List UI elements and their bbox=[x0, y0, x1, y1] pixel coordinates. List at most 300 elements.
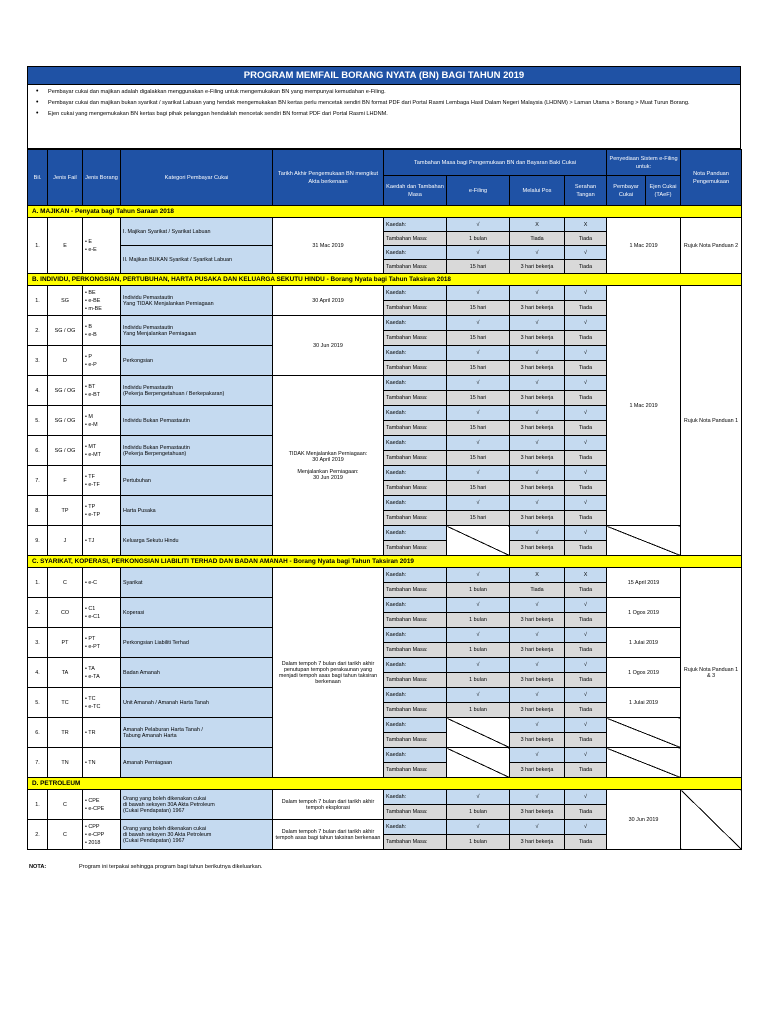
pos-cell: 3 hari bekerja bbox=[510, 301, 565, 316]
borang-item: • e-P bbox=[85, 361, 118, 369]
serahan-cell: Tiada bbox=[565, 421, 607, 436]
kategori-line: Orang yang boleh dikenakan cukai bbox=[123, 795, 207, 802]
row-jenis-borang bbox=[83, 406, 121, 436]
borang-item: • TN bbox=[85, 759, 118, 767]
row-jenis-fail: E bbox=[48, 218, 83, 274]
serahan-cell: √ bbox=[565, 820, 607, 835]
efiling-cell: 1 bulan bbox=[447, 643, 510, 658]
row-kategori: I. Majikan Syarikat / Syarikat Labuan bbox=[121, 218, 273, 246]
serahan-cell: Tiada bbox=[565, 763, 607, 778]
row-bil: 5. bbox=[28, 688, 48, 718]
efiling-cell: 15 hari bbox=[447, 391, 510, 406]
kategori-line: Individu Pemastautin bbox=[123, 324, 174, 331]
efiling-cell: 15 hari bbox=[447, 481, 510, 496]
row-bil: 1. bbox=[28, 790, 48, 820]
borang-item: • e-TC bbox=[85, 703, 118, 711]
efiling-na-cell bbox=[447, 526, 510, 556]
pos-cell: 3 hari bekerja bbox=[510, 451, 565, 466]
kategori-line: Keluarga Sekutu Hindu bbox=[123, 537, 179, 544]
borang-item: • m-BE bbox=[85, 305, 118, 313]
row-kategori bbox=[121, 526, 273, 556]
efiling-cell: 1 bulan bbox=[447, 703, 510, 718]
row-jenis-fail: C bbox=[48, 820, 83, 850]
borang-item: • 2018 bbox=[85, 839, 118, 847]
efiling-cell: √ bbox=[447, 376, 510, 391]
kaedah-label: Kaedah: bbox=[384, 246, 447, 260]
section-c-header: C. SYARIKAT, KOPERASI, PERKONGSIAN LIABILITI TERHAD DAN BADAN AMANAH - Borang Nyata bagi Tahun Taksiran 2019 bbox=[28, 556, 742, 568]
efiling-cell: 1 bulan bbox=[447, 673, 510, 688]
kategori-line: Unit Amanah / Amanah Harta Tanah bbox=[123, 699, 209, 706]
header-tambahan-masa: Tambahan Masa bagi Pengemukaan BN dan Bayaran Baki Cukai bbox=[384, 150, 607, 176]
serahan-cell: √ bbox=[565, 496, 607, 511]
pos-cell: √ bbox=[510, 246, 565, 260]
borang-item: • e-TA bbox=[85, 673, 118, 681]
pos-cell: 3 hari bekerja bbox=[510, 733, 565, 748]
kaedah-label: Kaedah: bbox=[384, 436, 447, 451]
pos-cell: √ bbox=[510, 526, 565, 541]
kategori-line: di bawah seksyen 30 Akta Petroleum bbox=[123, 831, 212, 838]
row-jenis-borang bbox=[83, 526, 121, 556]
sistem-date: 1 Julai 2019 bbox=[607, 688, 681, 718]
footer-nota bbox=[27, 864, 741, 874]
kaedah-label: Kaedah: bbox=[384, 286, 447, 301]
row-jenis-fail: TP bbox=[48, 496, 83, 526]
tarikh-line: TIDAK Menjalankan Perniagaan: bbox=[288, 450, 368, 457]
borang-item: • TA bbox=[85, 665, 118, 673]
tarikh-line: 30 April 2019 bbox=[312, 456, 344, 463]
row-jenis-fail: PT bbox=[48, 628, 83, 658]
row-jenis-borang bbox=[83, 790, 121, 820]
row-kategori bbox=[121, 748, 273, 778]
pos-cell: Tiada bbox=[510, 232, 565, 246]
row-jenis-borang bbox=[83, 286, 121, 316]
header-pembayar: Pembayar Cukai bbox=[607, 176, 646, 206]
kaedah-label: Kaedah: bbox=[384, 568, 447, 583]
serahan-cell: Tiada bbox=[565, 733, 607, 748]
serahan-cell: √ bbox=[565, 598, 607, 613]
tambahan-label: Tambahan Masa: bbox=[384, 301, 447, 316]
kategori-line: Pertubuhan bbox=[123, 477, 151, 484]
borang-item: • e-BT bbox=[85, 391, 118, 399]
kategori-line: Yang Menjalankan Perniagaan bbox=[123, 330, 197, 337]
section-a-header: A. MAJIKAN - Penyata bagi Tahun Saraan 2018 bbox=[28, 206, 742, 218]
efiling-cell: √ bbox=[447, 688, 510, 703]
serahan-cell: √ bbox=[565, 346, 607, 361]
serahan-cell: √ bbox=[565, 790, 607, 805]
serahan-cell: X bbox=[565, 218, 607, 232]
row-bil: 3. bbox=[28, 346, 48, 376]
efiling-cell: √ bbox=[447, 246, 510, 260]
efiling-na-cell bbox=[447, 718, 510, 748]
serahan-cell: √ bbox=[565, 748, 607, 763]
serahan-cell: √ bbox=[565, 718, 607, 733]
row-jenis-borang bbox=[83, 688, 121, 718]
table-row bbox=[28, 218, 742, 232]
row-bil: 7. bbox=[28, 466, 48, 496]
kaedah-label: Kaedah: bbox=[384, 658, 447, 673]
efiling-cell: √ bbox=[447, 316, 510, 331]
efiling-cell: √ bbox=[447, 466, 510, 481]
kaedah-label: Kaedah: bbox=[384, 688, 447, 703]
kategori-line: Individu Pemastautin bbox=[123, 294, 174, 301]
serahan-cell: Tiada bbox=[565, 331, 607, 346]
serahan-cell: Tiada bbox=[565, 391, 607, 406]
row-bil: 5. bbox=[28, 406, 48, 436]
serahan-cell: Tiada bbox=[565, 835, 607, 850]
row-kategori bbox=[121, 346, 273, 376]
row-kategori bbox=[121, 286, 273, 316]
efiling-cell: √ bbox=[447, 658, 510, 673]
tambahan-label: Tambahan Masa: bbox=[384, 511, 447, 526]
pos-cell: √ bbox=[510, 718, 565, 733]
row-jenis-borang bbox=[83, 218, 121, 274]
row-jenis-fail: TC bbox=[48, 688, 83, 718]
table-row bbox=[28, 718, 742, 733]
tarikh-line: 30 Jun 2019 bbox=[313, 474, 343, 481]
efiling-cell: √ bbox=[447, 218, 510, 232]
sistem-date: 1 Ogos 2019 bbox=[607, 658, 681, 688]
section-d-header: D. PETROLEUM bbox=[28, 778, 742, 790]
serahan-cell: Tiada bbox=[565, 703, 607, 718]
row-jenis-fail: F bbox=[48, 466, 83, 496]
kategori-line: Koperasi bbox=[123, 609, 145, 616]
row-jenis-borang bbox=[83, 496, 121, 526]
kategori-line: Perkongsian bbox=[123, 357, 153, 364]
serahan-cell: √ bbox=[565, 316, 607, 331]
nota-key: NOTA: bbox=[29, 864, 47, 870]
pos-cell: 3 hari bekerja bbox=[510, 613, 565, 628]
header-kaedah: Kaedah dan Tambahan Masa bbox=[384, 176, 447, 206]
kaedah-label: Kaedah: bbox=[384, 496, 447, 511]
tambahan-label: Tambahan Masa: bbox=[384, 835, 447, 850]
borang-item: • TC bbox=[85, 695, 118, 703]
kategori-line: (Pekerja Berpengetahuan) bbox=[123, 450, 187, 457]
efiling-cell: 15 hari bbox=[447, 511, 510, 526]
kaedah-label: Kaedah: bbox=[384, 526, 447, 541]
tambahan-label: Tambahan Masa: bbox=[384, 541, 447, 556]
tambahan-label: Tambahan Masa: bbox=[384, 421, 447, 436]
tambahan-label: Tambahan Masa: bbox=[384, 331, 447, 346]
tambahan-label: Tambahan Masa: bbox=[384, 361, 447, 376]
borang-item: • C1 bbox=[85, 605, 118, 613]
kaedah-label: Kaedah: bbox=[384, 820, 447, 835]
pos-cell: √ bbox=[510, 346, 565, 361]
serahan-cell: X bbox=[565, 568, 607, 583]
row-bil: 4. bbox=[28, 376, 48, 406]
tambahan-label: Tambahan Masa: bbox=[384, 260, 447, 274]
table-row bbox=[28, 790, 742, 805]
borang-item: • e-M bbox=[85, 421, 118, 429]
row-jenis-fail: J bbox=[48, 526, 83, 556]
serahan-cell: Tiada bbox=[565, 613, 607, 628]
kategori-line: di bawah seksyen 30A Akta Petroleum bbox=[123, 801, 215, 808]
row-kategori bbox=[121, 688, 273, 718]
efiling-cell: √ bbox=[447, 598, 510, 613]
borang-item: • CPE bbox=[85, 797, 118, 805]
row-bil: 3. bbox=[28, 628, 48, 658]
pos-cell: 3 hari bekerja bbox=[510, 331, 565, 346]
kategori-line: Individu Bukan Pemastautin bbox=[123, 417, 190, 424]
kategori-line: Badan Amanah bbox=[123, 669, 160, 676]
row-kategori bbox=[121, 466, 273, 496]
row-jenis-borang bbox=[83, 466, 121, 496]
row-bil: 6. bbox=[28, 718, 48, 748]
tambahan-label: Tambahan Masa: bbox=[384, 703, 447, 718]
serahan-cell: Tiada bbox=[565, 260, 607, 274]
pos-cell: 3 hari bekerja bbox=[510, 805, 565, 820]
kategori-line: Harta Pusaka bbox=[123, 507, 156, 514]
pos-cell: √ bbox=[510, 820, 565, 835]
efiling-cell: √ bbox=[447, 436, 510, 451]
tambahan-label: Tambahan Masa: bbox=[384, 733, 447, 748]
row-jenis-fail: SG bbox=[48, 286, 83, 316]
page-title: PROGRAM MEMFAIL BORANG NYATA (BN) BAGI TAHUN 2019 bbox=[27, 66, 741, 85]
table-row bbox=[28, 286, 742, 301]
table-row bbox=[28, 568, 742, 583]
row-jenis-fail: TR bbox=[48, 718, 83, 748]
pos-cell: 3 hari bekerja bbox=[510, 391, 565, 406]
row-kategori bbox=[121, 406, 273, 436]
borang-item: • B bbox=[85, 323, 118, 331]
borang-item: • e-MT bbox=[85, 451, 118, 459]
row-jenis-borang bbox=[83, 346, 121, 376]
row-kategori bbox=[121, 628, 273, 658]
row-kategori bbox=[121, 316, 273, 346]
row-tarikh bbox=[273, 376, 384, 556]
row-jenis-borang bbox=[83, 598, 121, 628]
row-jenis-fail: SG / OG bbox=[48, 406, 83, 436]
row-kategori: II. Majikan BUKAN Syarikat / Syarikat Labuan bbox=[121, 246, 273, 274]
row-bil: 1. bbox=[28, 568, 48, 598]
kaedah-label: Kaedah: bbox=[384, 376, 447, 391]
kategori-line: Individu Bukan Pemastautin bbox=[123, 444, 190, 451]
efiling-cell: 1 bulan bbox=[447, 613, 510, 628]
borang-item: • BE bbox=[85, 289, 118, 297]
section-b-header: B. INDIVIDU, PERKONGSIAN, PERTUBUHAN, HARTA PUSAKA DAN KELUARGA SEKUTU HINDU - Borang Nyata bagi Tahun Taksiran 2018 bbox=[28, 274, 742, 286]
serahan-cell: Tiada bbox=[565, 583, 607, 598]
row-jenis-borang bbox=[83, 376, 121, 406]
tambahan-label: Tambahan Masa: bbox=[384, 643, 447, 658]
header-ejen: Ejen Cukai (TAeF) bbox=[646, 176, 681, 206]
row-jenis-borang bbox=[83, 658, 121, 688]
schedule-sheet bbox=[27, 66, 741, 874]
borang-item: • e-PT bbox=[85, 643, 118, 651]
kaedah-label: Kaedah: bbox=[384, 598, 447, 613]
nota-panduan: Rujuk Nota Panduan 1 & 3 bbox=[681, 568, 742, 778]
tambahan-label: Tambahan Masa: bbox=[384, 613, 447, 628]
pos-cell: 3 hari bekerja bbox=[510, 643, 565, 658]
row-bil: 7. bbox=[28, 748, 48, 778]
borang-item: • e-CPE bbox=[85, 805, 118, 813]
pos-cell: √ bbox=[510, 790, 565, 805]
efiling-na-cell bbox=[447, 748, 510, 778]
kaedah-label: Kaedah: bbox=[384, 748, 447, 763]
efiling-cell: 15 hari bbox=[447, 361, 510, 376]
sistem-date: 15 April 2019 bbox=[607, 568, 681, 598]
kaedah-label: Kaedah: bbox=[384, 628, 447, 643]
header-jenis-borang: Jenis Borang bbox=[83, 150, 121, 206]
note-3: • Ejen cukai yang mengemukakan BN kertas bagi pihak pelanggan hendaklah mencetak sendiri BN format PDF dari Portal Rasmi LHDNM. bbox=[34, 110, 734, 118]
pos-cell: √ bbox=[510, 406, 565, 421]
kaedah-label: Kaedah: bbox=[384, 346, 447, 361]
schedule-table bbox=[27, 149, 742, 850]
efiling-cell: √ bbox=[447, 346, 510, 361]
serahan-cell: √ bbox=[565, 466, 607, 481]
kaedah-label: Kaedah: bbox=[384, 466, 447, 481]
serahan-cell: √ bbox=[565, 286, 607, 301]
borang-item: • E bbox=[85, 238, 118, 246]
row-kategori bbox=[121, 436, 273, 466]
efiling-cell: √ bbox=[447, 820, 510, 835]
row-jenis-fail: SG / OG bbox=[48, 436, 83, 466]
sistem-na-cell bbox=[607, 718, 681, 748]
pos-cell: 3 hari bekerja bbox=[510, 361, 565, 376]
row-bil: 8. bbox=[28, 496, 48, 526]
row-bil: 6. bbox=[28, 436, 48, 466]
kategori-line: (Pekerja Berpengetahuan / Berkepakaran) bbox=[123, 390, 225, 397]
row-bil: 4. bbox=[28, 658, 48, 688]
serahan-cell: √ bbox=[565, 406, 607, 421]
serahan-cell: √ bbox=[565, 436, 607, 451]
tambahan-label: Tambahan Masa: bbox=[384, 481, 447, 496]
table-row bbox=[28, 748, 742, 763]
tambahan-label: Tambahan Masa: bbox=[384, 391, 447, 406]
serahan-cell: Tiada bbox=[565, 511, 607, 526]
pos-cell: √ bbox=[510, 628, 565, 643]
row-tarikh: 30 April 2019 bbox=[273, 286, 384, 316]
serahan-cell: Tiada bbox=[565, 643, 607, 658]
pos-cell: √ bbox=[510, 466, 565, 481]
row-kategori bbox=[121, 598, 273, 628]
kategori-line: Individu Pemastautin bbox=[123, 384, 174, 391]
pos-cell: 3 hari bekerja bbox=[510, 541, 565, 556]
serahan-cell: Tiada bbox=[565, 673, 607, 688]
table-row bbox=[28, 598, 742, 613]
pos-cell: 3 hari bekerja bbox=[510, 481, 565, 496]
header-bil: Bil. bbox=[28, 150, 48, 206]
efiling-cell: √ bbox=[447, 568, 510, 583]
efiling-cell: 15 hari bbox=[447, 260, 510, 274]
nota-value: Program ini terpakai sehingga program bagi tahun berikutnya dikeluarkan. bbox=[79, 864, 263, 870]
efiling-cell: 1 bulan bbox=[447, 805, 510, 820]
row-kategori bbox=[121, 376, 273, 406]
tambahan-label: Tambahan Masa: bbox=[384, 232, 447, 246]
row-bil: 2. bbox=[28, 316, 48, 346]
pos-cell: √ bbox=[510, 376, 565, 391]
sistem-na-cell bbox=[607, 748, 681, 778]
tambahan-label: Tambahan Masa: bbox=[384, 583, 447, 598]
header-pos: Melalui Pos bbox=[510, 176, 565, 206]
header-efiling: e-Filing bbox=[447, 176, 510, 206]
sistem-date: 1 Mac 2019 bbox=[607, 286, 681, 526]
efiling-cell: 15 hari bbox=[447, 331, 510, 346]
row-kategori bbox=[121, 496, 273, 526]
note-1: • Pembayar cukai dan majikan adalah digalakkan menggunakan e-Filing untuk mengemukakan BN yang mempunyai kemudahan e-Filing. bbox=[34, 88, 734, 96]
tambahan-label: Tambahan Masa: bbox=[384, 451, 447, 466]
kategori-line: Amanah Perniagaan bbox=[123, 759, 173, 766]
header-serahan: Serahan Tangan bbox=[565, 176, 607, 206]
pos-cell: √ bbox=[510, 658, 565, 673]
borang-item: • MT bbox=[85, 443, 118, 451]
row-jenis-fail: SG / OG bbox=[48, 316, 83, 346]
tambahan-label: Tambahan Masa: bbox=[384, 805, 447, 820]
row-jenis-fail: CO bbox=[48, 598, 83, 628]
row-kategori bbox=[121, 568, 273, 598]
kaedah-label: Kaedah: bbox=[384, 718, 447, 733]
pos-cell: 3 hari bekerja bbox=[510, 673, 565, 688]
header-jenis-fail: Jenis Fail bbox=[48, 150, 83, 206]
row-jenis-fail: TN bbox=[48, 748, 83, 778]
kategori-line: Orang yang boleh dikenakan cukai bbox=[123, 825, 207, 832]
borang-item: • TF bbox=[85, 473, 118, 481]
sistem-date: 1 Mac 2019 bbox=[607, 218, 681, 274]
kategori-line: (Cukai Pendapatan) 1967 bbox=[123, 837, 185, 844]
row-jenis-fail: TA bbox=[48, 658, 83, 688]
borang-item: • PT bbox=[85, 635, 118, 643]
borang-item: • e-TF bbox=[85, 481, 118, 489]
kaedah-label: Kaedah: bbox=[384, 316, 447, 331]
sistem-date: 30 Jun 2019 bbox=[607, 790, 681, 850]
serahan-cell: √ bbox=[565, 658, 607, 673]
pos-cell: 3 hari bekerja bbox=[510, 511, 565, 526]
serahan-cell: √ bbox=[565, 688, 607, 703]
table-row bbox=[28, 526, 742, 541]
header-penyediaan: Penyediaan Sistem e-Filing untuk: bbox=[607, 150, 681, 176]
kategori-line: (Cukai Pendapatan) 1967 bbox=[123, 807, 185, 814]
efiling-cell: 15 hari bbox=[447, 451, 510, 466]
row-jenis-borang bbox=[83, 820, 121, 850]
row-jenis-borang bbox=[83, 568, 121, 598]
borang-item: • P bbox=[85, 353, 118, 361]
pos-cell: 3 hari bekerja bbox=[510, 835, 565, 850]
kategori-line: Perkongsian Liabiliti Terhad bbox=[123, 639, 189, 646]
kaedah-label: Kaedah: bbox=[384, 790, 447, 805]
tambahan-label: Tambahan Masa: bbox=[384, 763, 447, 778]
borang-item: • TJ bbox=[85, 537, 118, 545]
row-bil: 1. bbox=[28, 286, 48, 316]
serahan-cell: √ bbox=[565, 246, 607, 260]
row-tarikh: 31 Mac 2019 bbox=[273, 218, 384, 274]
nota-panduan: Rujuk Nota Panduan 2 bbox=[681, 218, 742, 274]
serahan-cell: Tiada bbox=[565, 541, 607, 556]
row-jenis-borang bbox=[83, 316, 121, 346]
row-jenis-fail: SG / OG bbox=[48, 376, 83, 406]
borang-item: • e-TP bbox=[85, 511, 118, 519]
borang-item: • e-C1 bbox=[85, 613, 118, 621]
kaedah-label: Kaedah: bbox=[384, 406, 447, 421]
borang-item: • BT bbox=[85, 383, 118, 391]
pos-cell: 3 hari bekerja bbox=[510, 260, 565, 274]
efiling-cell: √ bbox=[447, 628, 510, 643]
table-row bbox=[28, 658, 742, 673]
nota-na-cell bbox=[681, 790, 742, 850]
serahan-cell: Tiada bbox=[565, 301, 607, 316]
sistem-date: 1 Ogos 2019 bbox=[607, 598, 681, 628]
borang-item: • M bbox=[85, 413, 118, 421]
efiling-cell: 1 bulan bbox=[447, 835, 510, 850]
row-jenis-borang bbox=[83, 718, 121, 748]
pos-cell: √ bbox=[510, 496, 565, 511]
serahan-cell: Tiada bbox=[565, 361, 607, 376]
pos-cell: √ bbox=[510, 436, 565, 451]
serahan-cell: Tiada bbox=[565, 481, 607, 496]
efiling-cell: 1 bulan bbox=[447, 232, 510, 246]
row-kategori bbox=[121, 658, 273, 688]
row-jenis-borang bbox=[83, 628, 121, 658]
serahan-cell: √ bbox=[565, 628, 607, 643]
borang-item: • e-C bbox=[85, 579, 118, 587]
row-jenis-borang bbox=[83, 748, 121, 778]
